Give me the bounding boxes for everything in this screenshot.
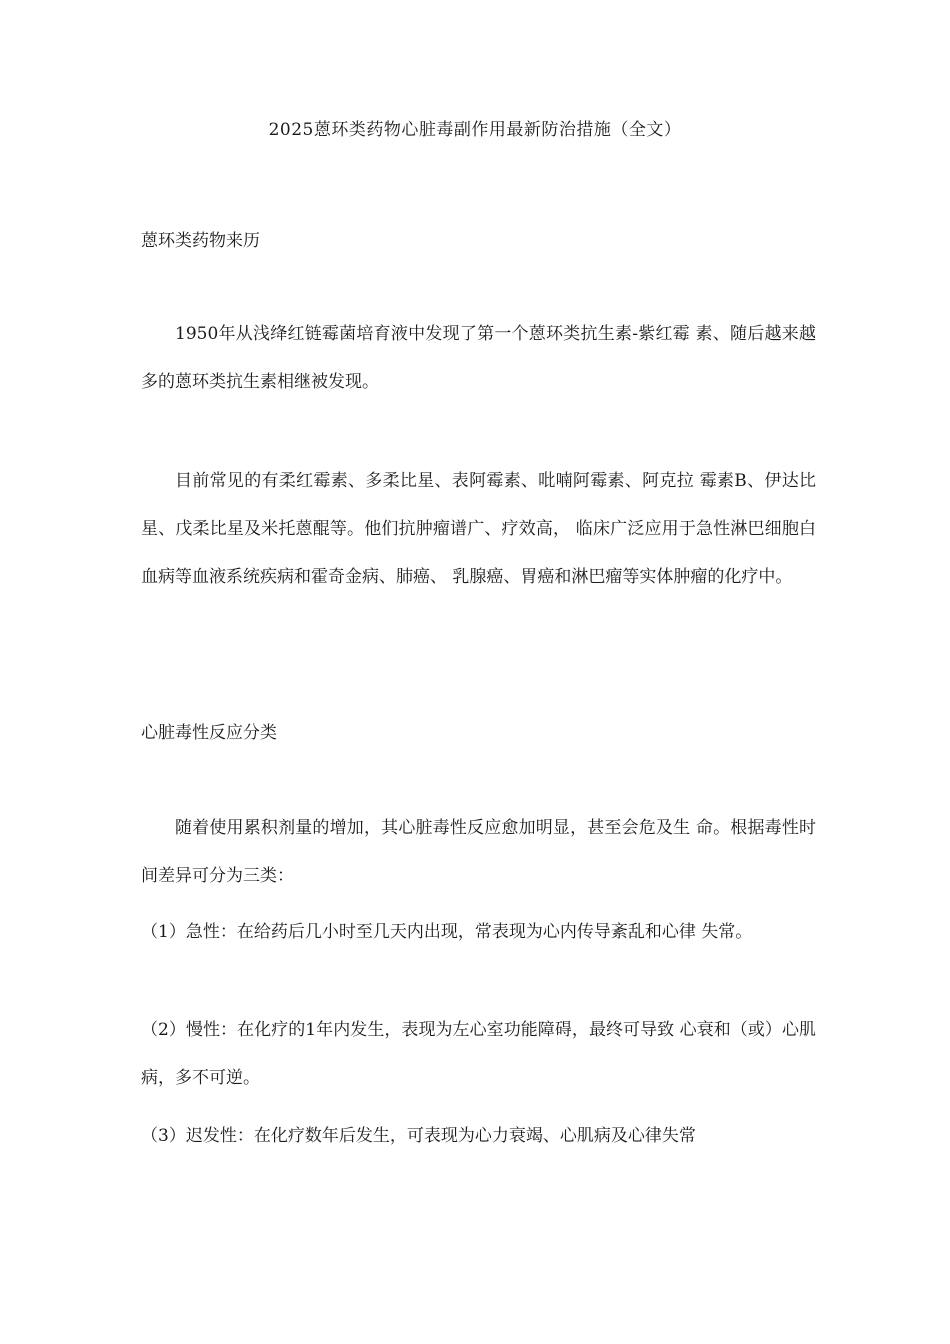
document-title: 2025蒽环类药物心脏毒副作用最新防治措施（全文） bbox=[268, 120, 682, 140]
list-item-acute: （1）急性：在给药后几小时至几天内出现，常表现为心内传导紊乱和心律 失常。 bbox=[141, 922, 753, 942]
list-item-delayed: （3）迟发性：在化疗数年后发生，可表现为心力衰竭、心肌病及心律失常 bbox=[141, 1126, 696, 1146]
section-heading-classification: 心脏毒性反应分类 bbox=[141, 723, 277, 743]
paragraph-discovery: 1950年从浅绛红链霉菌培育液中发现了第一个蒽环类抗生素-紫红霉 素、随后越来越多的蒽环类抗生素相继被发现。 bbox=[141, 324, 816, 392]
paragraph-cumulative-dose: 随着使用累积剂量的增加，其心脏毒性反应愈加明显，甚至会危及生 命。根据毒性时间差异可分为三类： bbox=[141, 818, 816, 886]
paragraph-common-drugs: 目前常见的有柔红霉素、多柔比星、表阿霉素、吡喃阿霉素、阿克拉 霉素B、伊达比星、戊柔比星及米托蒽醌等。他们抗肿瘤谱广、疗效高， 临床广泛应用于急性淋巴细胞白血病等血液系统疾病和霍奇金病、肺癌、 乳腺癌、胃癌和淋巴瘤等实体肿瘤的化疗中。 bbox=[141, 471, 816, 587]
list-item-chronic: （2）慢性：在化疗的1年内发生，表现为左心室功能障碍，最终可导致 心衰和（或）心肌病，多不可逆。 bbox=[141, 1020, 816, 1088]
section-heading-origin: 蒽环类药物来历 bbox=[141, 231, 260, 251]
